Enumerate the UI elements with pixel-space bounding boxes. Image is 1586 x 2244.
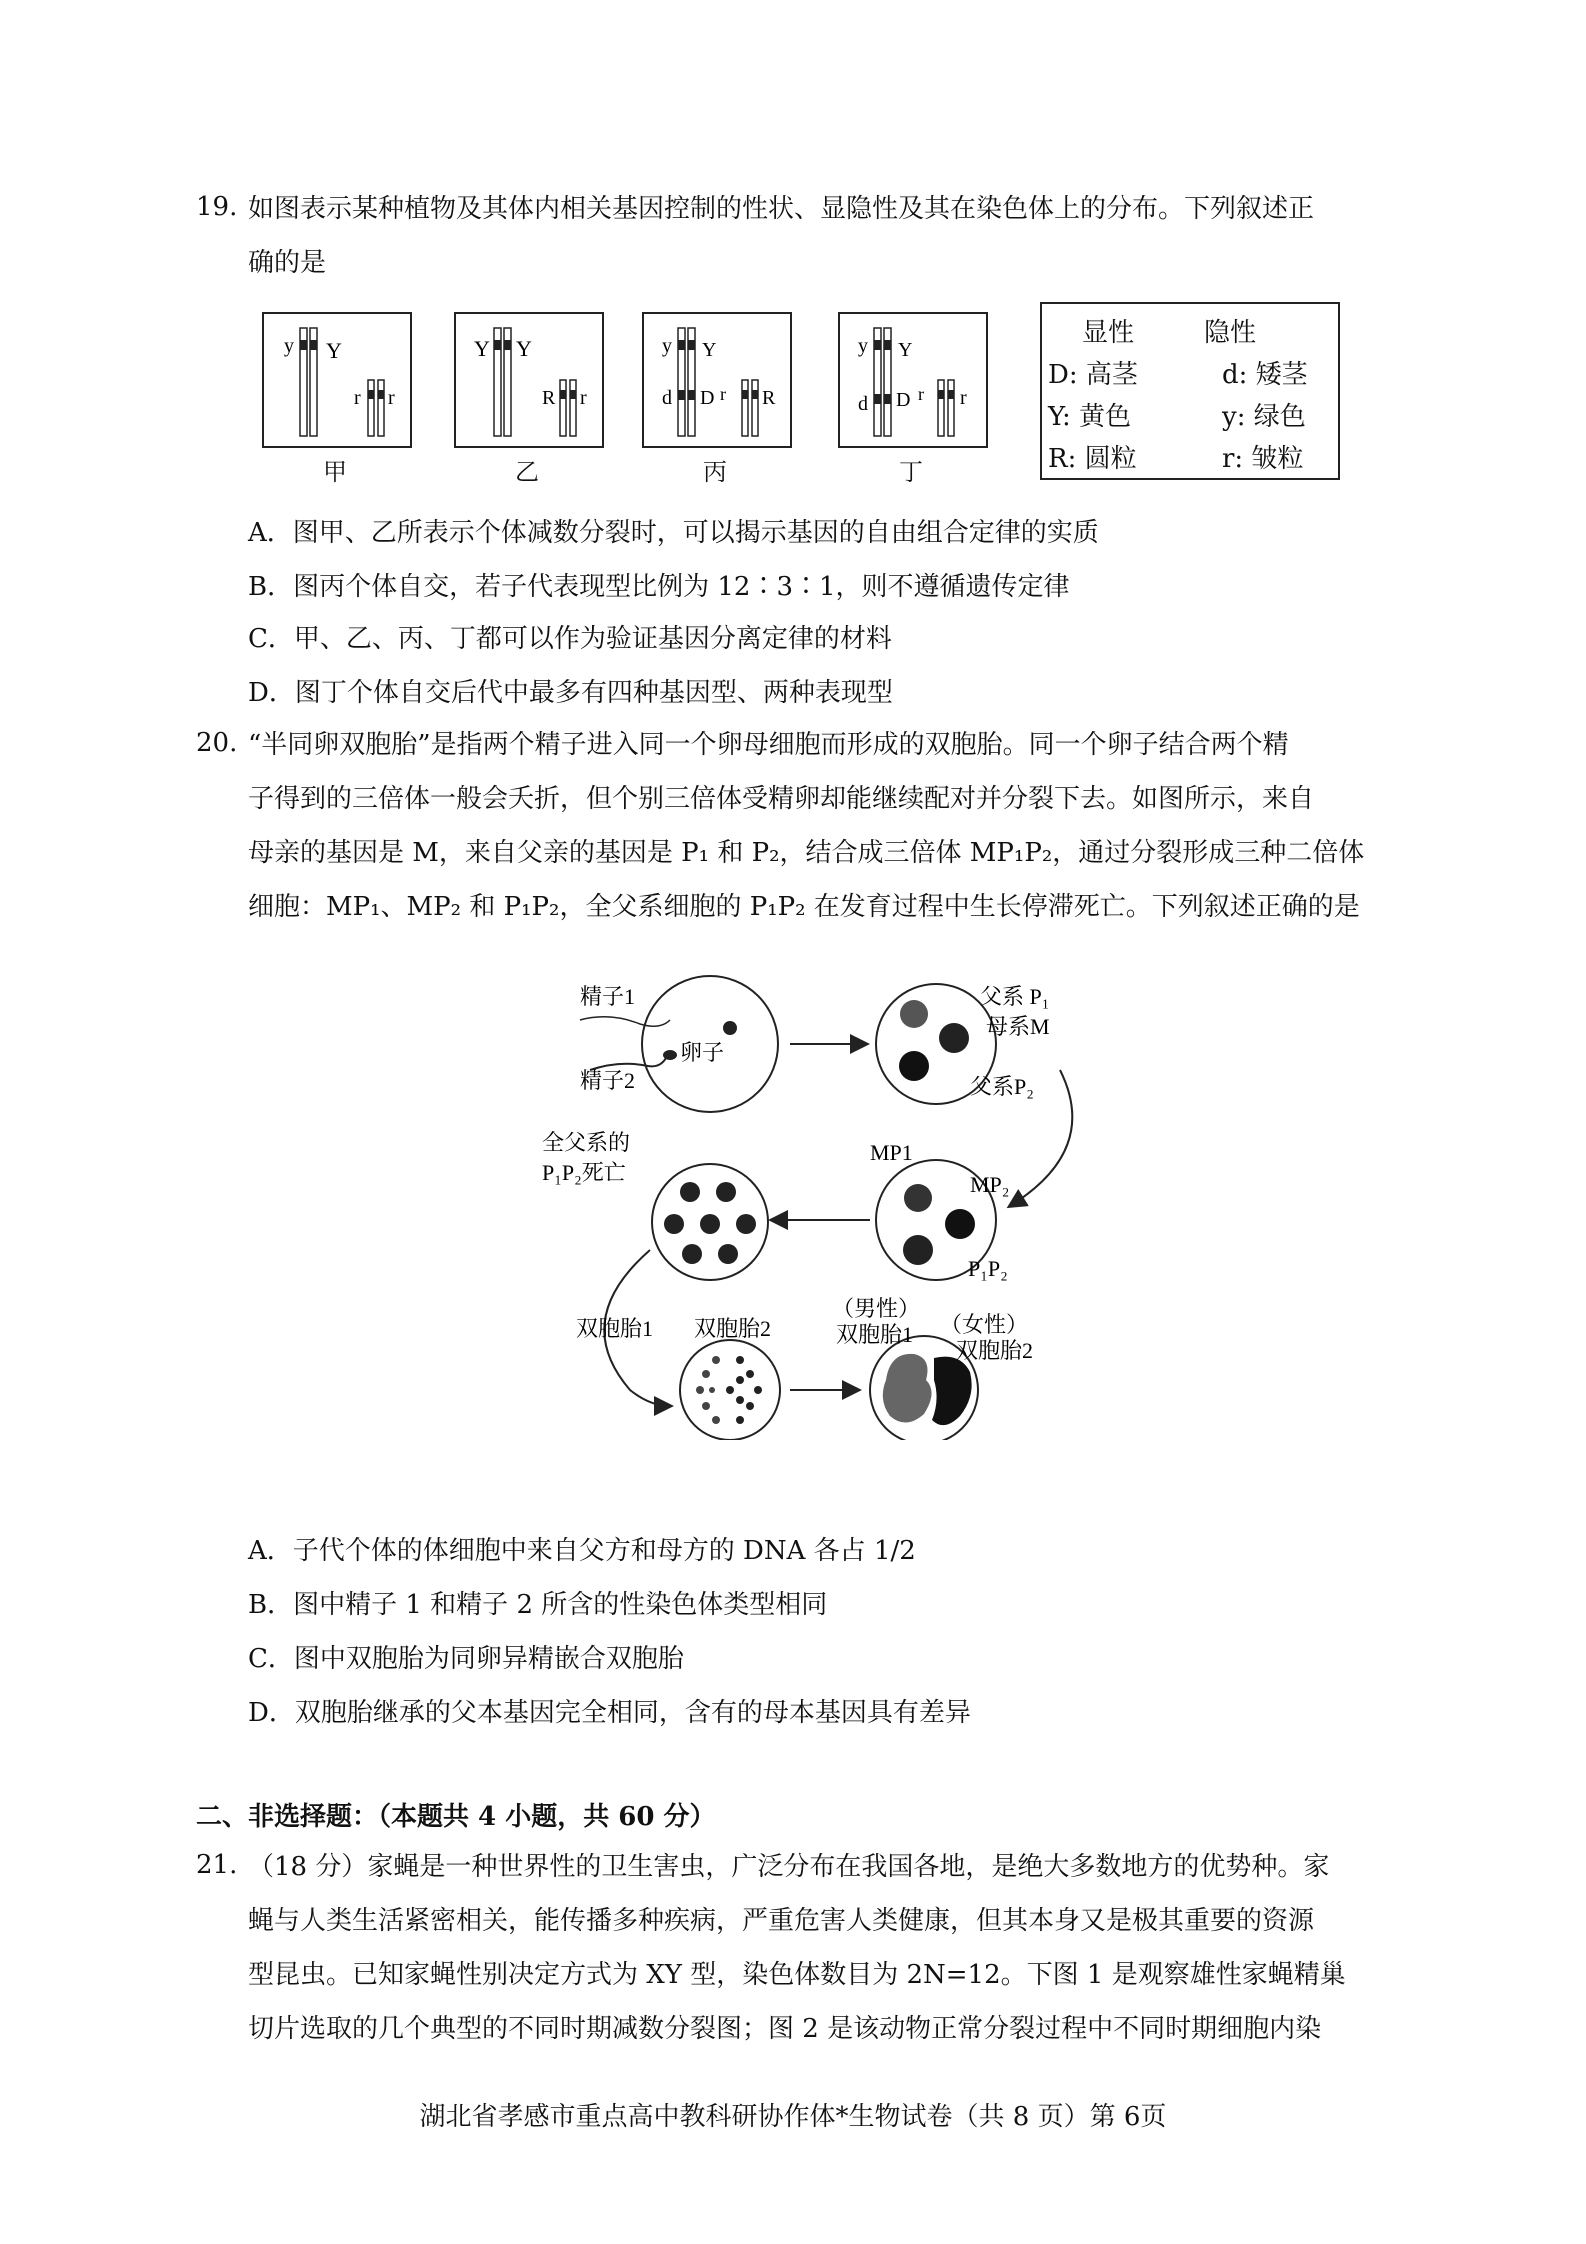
svg-text:r: r: [720, 384, 726, 404]
question-20-number: 20.: [196, 728, 238, 758]
question-21-line4: 切片选取的几个典型的不同时期减数分裂图；图 2 是该动物正常分裂过程中不同时期细胞内染: [248, 2014, 1322, 2044]
panel-jia-chromosomes: [264, 314, 410, 446]
svg-text:r: r: [580, 387, 587, 409]
panel-jia-label: 甲: [323, 458, 347, 486]
question-19-stem-line1: 如图表示某种植物及其体内相关基因控制的性状、显隐性及其在染色体上的分布。下列叙述正: [248, 194, 1315, 224]
legend-row-y-rec: y: 绿色: [1222, 402, 1306, 432]
q20-option-b: B．图中精子 1 和精子 2 所含的性染色体类型相同: [248, 1590, 828, 1620]
question-20-line3: 母亲的基因是 M，来自父亲的基因是 P₁ 和 P₂，结合成三倍体 MP₁P₂，通过分裂形成三种二倍体: [248, 838, 1365, 868]
legend-header-dominant: 显性: [1082, 318, 1135, 348]
label-p1p2: P₁P₂: [968, 1256, 1008, 1281]
label-twin1: 双胞胎1: [576, 1316, 654, 1341]
legend-row-d-rec: d: 矮茎: [1222, 360, 1308, 390]
svg-text:d: d: [858, 393, 868, 415]
panel-yi-label: 乙: [515, 458, 539, 486]
label-paternal-p1: 父系 P₁: [980, 984, 1050, 1009]
label-paternal-p2: 父系P₂: [970, 1074, 1034, 1099]
panel-ding-chromosomes: [840, 314, 986, 446]
question-20-line4: 细胞：MP₁、MP₂ 和 P₁P₂，全父系细胞的 P₁P₂ 在发育过程中生长停滞死亡。下列叙述正确的是: [248, 892, 1360, 922]
legend-row-r-dom: R: 圆粒: [1048, 444, 1137, 474]
question-19-stem-line2: 确的是: [248, 248, 327, 278]
question-21-number: 21.: [196, 1850, 238, 1880]
label-sperm1: 精子1: [580, 984, 636, 1009]
svg-text:D: D: [700, 387, 715, 409]
twin-formation-diagram: [540, 960, 1100, 1440]
legend-row-r-rec: r: 皱粒: [1222, 444, 1304, 474]
question-21-line1: （18 分）家蝇是一种世界性的卫生害虫，广泛分布在我国各地，是绝大多数地方的优势种。家: [248, 1852, 1330, 1882]
q20-option-d: D．双胞胎继承的父本基因完全相同，含有的母本基因具有差异: [248, 1698, 971, 1728]
panel-yi: [454, 312, 604, 448]
question-21-line3: 型昆虫。已知家蝇性别决定方式为 XY 型，染色体数目为 2N=12。下图 1 是观察雄性家蝇精巢: [248, 1960, 1346, 1990]
label-sperm2: 精子2: [580, 1068, 636, 1093]
svg-text:r: r: [388, 387, 395, 409]
question-21-line2: 蝇与人类生活紧密相关，能传播多种疾病，严重危害人类健康，但其本身又是极其重要的资源: [248, 1906, 1315, 1936]
section-2-title: 二、非选择题：（本题共 4 小题，共 60 分）: [196, 1802, 716, 1832]
panel-bing-chromosomes: [644, 314, 790, 446]
label-maternal-m: 母系M: [986, 1014, 1050, 1039]
label-female-line1: （女性）: [940, 1312, 1029, 1337]
svg-text:Y: Y: [898, 339, 913, 361]
panel-ding-label: 丁: [899, 458, 923, 486]
label-mp2: MP₂: [970, 1172, 1010, 1197]
label-mp1: MP1: [870, 1140, 913, 1165]
page-footer: 湖北省孝感市重点高中教科研协作体*生物试卷（共 8 页）第 6页: [419, 2102, 1167, 2132]
panel-bing-label: 丙: [703, 458, 727, 486]
label-egg: 卵子: [680, 1040, 725, 1065]
q19-option-d: D．图丁个体自交后代中最多有四种基因型、两种表现型: [248, 678, 893, 708]
svg-text:y: y: [284, 335, 294, 357]
svg-text:Y: Y: [702, 339, 717, 361]
q19-option-a: A．图甲、乙所表示个体减数分裂时，可以揭示基因的自由组合定律的实质: [248, 518, 1099, 548]
svg-text:r: r: [918, 384, 924, 404]
svg-text:r: r: [960, 387, 967, 409]
panel-jia: [262, 312, 412, 448]
svg-text:Y: Y: [326, 338, 342, 363]
legend-row-y-dom: Y: 黄色: [1048, 402, 1131, 432]
label-male-line2: 双胞胎1: [836, 1322, 914, 1347]
q20-option-c: C．图中双胞胎为同卵异精嵌合双胞胎: [248, 1644, 684, 1674]
label-twin2: 双胞胎2: [694, 1316, 772, 1341]
legend-header-recessive: 隐性: [1204, 318, 1257, 348]
svg-text:D: D: [896, 389, 911, 411]
svg-text:r: r: [354, 387, 361, 409]
svg-text:d: d: [662, 387, 672, 409]
label-female-line2: 双胞胎2: [956, 1338, 1034, 1363]
q19-option-c: C．甲、乙、丙、丁都可以作为验证基因分离定律的材料: [248, 624, 892, 654]
svg-text:Y: Y: [516, 336, 532, 361]
legend-row-d-dom: D: 高茎: [1048, 360, 1138, 390]
panel-ding: [838, 312, 988, 448]
svg-text:y: y: [858, 335, 868, 357]
label-male-line1: （男性）: [832, 1296, 921, 1321]
blastocyst: [680, 1340, 780, 1440]
svg-text:R: R: [542, 387, 556, 409]
cell-cluster: [652, 1164, 768, 1280]
trait-legend: [1040, 302, 1340, 480]
q19-option-b: B．图丙个体自交，若子代表现型比例为 12∶3∶1，则不遵循遗传定律: [248, 572, 1070, 602]
label-dead-line2: P₁P₂死亡: [542, 1160, 626, 1185]
panel-yi-chromosomes: [456, 314, 602, 446]
question-20-line2: 子得到的三倍体一般会夭折，但个别三倍体受精卵却能继续配对并分裂下去。如图所示，来自: [248, 784, 1315, 814]
svg-text:R: R: [762, 387, 776, 409]
question-20-line1: “半同卵双胞胎”是指两个精子进入同一个卵母细胞而形成的双胞胎。同一个卵子结合两个精: [248, 730, 1289, 760]
q20-option-a: A．子代个体的体细胞中来自父方和母方的 DNA 各占 1/2: [248, 1536, 916, 1566]
question-19-number: 19.: [196, 192, 238, 222]
panel-bing: [642, 312, 792, 448]
svg-text:y: y: [662, 335, 672, 357]
svg-text:Y: Y: [474, 336, 490, 361]
label-dead-line1: 全父系的: [542, 1130, 631, 1155]
